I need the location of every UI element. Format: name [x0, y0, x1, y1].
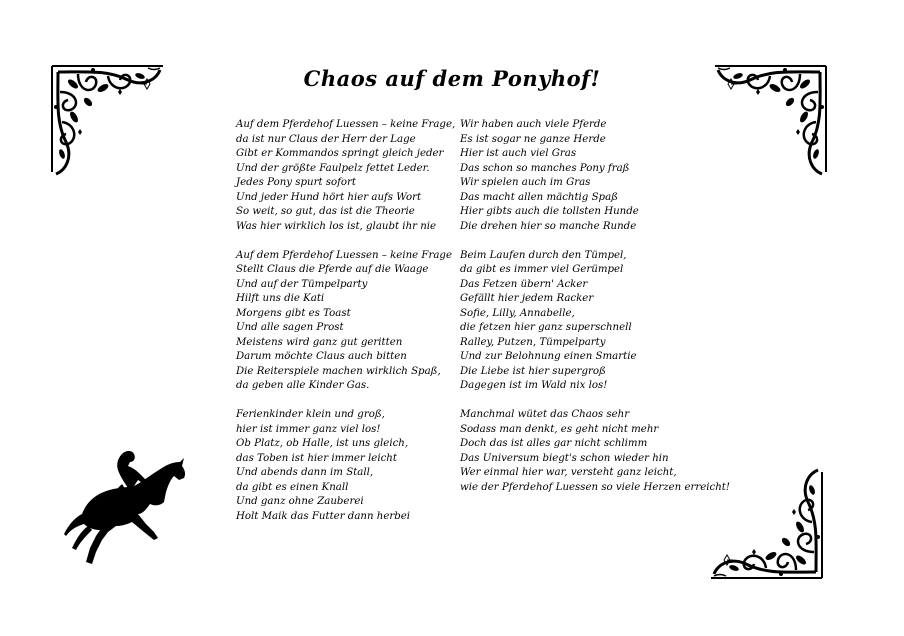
poem-line: wie der Pferdehof Luessen so viele Herzen erreicht!: [460, 481, 730, 493]
poem-title: Chaos auf dem Ponyhof!: [303, 66, 601, 91]
poem-line: Hier ist auch viel Gras: [460, 148, 577, 159]
poem-line: da gibt es immer viel Gerümpel: [460, 264, 624, 275]
poem-line: Ralley, Putzen, Tümpelparty: [460, 336, 606, 348]
poem-line: Und zur Belohnung einen Smartie: [460, 351, 637, 362]
poem-left-column: [236, 118, 456, 539]
poem-line: Wir spielen auch im Gras: [460, 177, 591, 188]
poem-line: Manchmal wütet das Chaos sehr: [460, 409, 630, 420]
corner-ornament-top-right-icon: [710, 62, 830, 182]
poem-line: Ob Platz, ob Halle, ist uns gleich,: [236, 438, 409, 449]
stanza: [236, 408, 456, 524]
poem-line: Das macht allen mächtig Spaß: [460, 191, 618, 203]
poem-line: Und auf der Tümpelparty: [236, 278, 368, 290]
poem-line: Beim Laufen durch den Tümpel,: [460, 249, 627, 261]
stanza: [236, 118, 456, 234]
poem-line: Morgens gibt es Toast: [236, 307, 351, 319]
poem-line: Doch das ist alles gar nicht schlimm: [460, 438, 648, 449]
poem-line: Und abends dann im Stall,: [236, 467, 374, 478]
poem-line: Dagegen ist im Wald nix los!: [460, 380, 608, 391]
poem-line: Das schon so manches Pony fraß: [460, 162, 630, 174]
poem-line: So weit, so gut, das ist die Theorie: [236, 206, 415, 217]
poem-line: Sofie, Lilly, Annabelle,: [460, 307, 575, 319]
poem-line: Hier gibts auch die tollsten Hunde: [460, 206, 639, 217]
stanza: [460, 249, 760, 394]
poem-line: Holt Maik das Futter dann herbei: [236, 510, 411, 522]
poem-line: Und alle sagen Prost: [236, 322, 344, 333]
poem-line: da ist nur Claus der Herr der Lage: [236, 133, 416, 145]
poem-line: Das Fetzen übern' Acker: [460, 278, 588, 290]
poem-line: Auf dem Pferdehof Luessen – keine Frage: [236, 249, 452, 261]
poem-line: Und der größte Faulpelz fettet Leder.: [236, 162, 430, 174]
poem-line: Es ist sogar ne ganze Herde: [460, 133, 606, 145]
poem-line: da gibt es einen Knall: [236, 481, 349, 493]
poem-line: Die drehen hier so manche Runde: [460, 220, 637, 232]
poem-line: Darum möchte Claus auch bitten: [236, 351, 407, 362]
poem-line: Wer einmal hier war, versteht ganz leicht,: [460, 467, 677, 478]
poem-line: Die Liebe ist hier supergroß: [460, 365, 606, 377]
poem-line: Auf dem Pferdehof Luessen – keine Frage,: [236, 119, 456, 130]
poem-line: Ferienkinder klein und groß,: [236, 409, 385, 420]
poem-line: Die Reiterspiele machen wirklich Spaß,: [236, 365, 441, 377]
poem-line: Was hier wirklich los ist, glaubt ihr nie: [236, 220, 437, 232]
poem-line: Jedes Pony spurt sofort: [236, 177, 357, 188]
poem-line: die fetzen hier ganz superschnell: [460, 322, 632, 333]
poem-line: Stellt Claus die Pferde auf die Waage: [236, 264, 429, 275]
stanza: [236, 249, 456, 394]
corner-ornament-top-left-icon: [48, 62, 168, 182]
poem-line: Und jeder Hund hört hier aufs Wort: [236, 191, 422, 203]
poem-line: Gibt er Kommandos springt gleich jeder: [236, 148, 444, 159]
poem-line: Meistens wird ganz gut geritten: [236, 336, 403, 348]
poem-line: Gefällt hier jedem Racker: [460, 293, 594, 304]
corner-ornament-bottom-right-icon: [706, 462, 826, 582]
poem-line: Das Universum biegt's schon wieder hin: [460, 452, 669, 464]
poem-line: Sodass man denkt, es geht nicht mehr: [460, 423, 659, 435]
poem-line: Hilft uns die Kati: [236, 293, 325, 304]
horse-and-rider-silhouette-icon: [58, 440, 188, 570]
poem-line: hier ist immer ganz viel los!: [236, 423, 381, 435]
poem-line: da geben alle Kinder Gas.: [236, 380, 370, 391]
poem-line: Und ganz ohne Zauberei: [236, 496, 364, 507]
poem-line: Wir haben auch viele Pferde: [460, 119, 607, 130]
poem-line: das Toben ist hier immer leicht: [236, 452, 397, 464]
